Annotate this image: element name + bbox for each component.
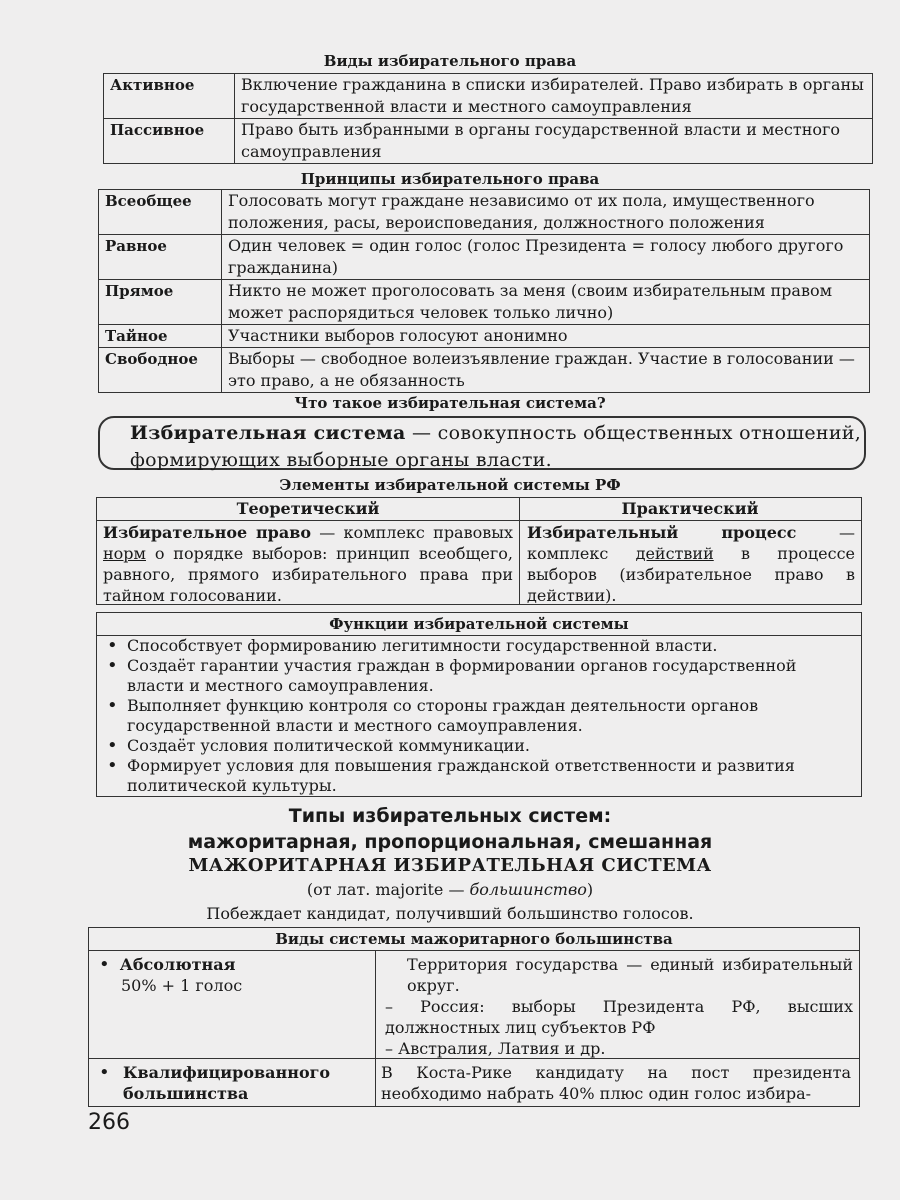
table-row: [99, 325, 870, 348]
types-title: Виды избирательного права: [323, 52, 577, 70]
left-text: — комплекс правовых: [311, 523, 514, 542]
qualified-term: Квалифицированного большинства: [123, 1063, 331, 1103]
qualified-desc: В Коста-Рике кандидату на пост президента необходимо набрать 40% плюс один голос избира-: [381, 1063, 851, 1103]
elements-title: Элементы избирательной системы РФ: [279, 476, 621, 494]
norms-link: норм: [103, 544, 146, 563]
table-row: [99, 235, 870, 280]
functions-box: [96, 612, 862, 797]
majority-title: МАЖОРИТАРНАЯ ИЗБИРАТЕЛЬНАЯ СИСТЕМА: [188, 855, 712, 876]
right-text: — комплекс: [527, 523, 855, 563]
right-text: в процессе выборов (избирательное право в действии).: [527, 544, 855, 605]
list-item: • Способствует формированию легитимности государственной власти.: [105, 636, 855, 656]
definition-cell: Включение гражданина в списки избирателей. Право избирать в органы государственной власти и местного самоуправления: [235, 74, 873, 119]
definition-cell: Выборы — свободное волеизъявление граждан. Участие в голосовании — это право, а не обязанность: [222, 348, 870, 393]
origin-italic: большинство: [469, 880, 587, 899]
absolute-cell: [99, 954, 369, 996]
table-row: [99, 280, 870, 325]
definition-box: [98, 416, 866, 470]
origin-text: ): [586, 880, 594, 899]
term-cell: Всеобщее: [99, 190, 222, 235]
principles-title: Принципы избирательного права: [300, 170, 600, 188]
absolute-sub: 50% + 1 голос: [121, 976, 243, 995]
left-text: о порядке выборов: принцип всеобщего, равного, прямого избирательного права при тайном голосовании.: [103, 544, 513, 605]
table-row: [99, 190, 870, 235]
table-row: [99, 348, 870, 393]
definition-term: Избирательная система: [130, 422, 406, 444]
column-divider: [375, 950, 376, 1106]
majority-rule: Побеждает кандидат, получивший большинство голосов.: [206, 904, 694, 923]
bullet: •: [99, 954, 110, 975]
desc-line: Территория государства — единый избирательный округ.: [407, 955, 853, 995]
qualified-cell: [99, 1062, 369, 1104]
definition-cell: Право быть избранными в органы государственной власти и местного самоуправления: [235, 119, 873, 164]
principles-table: [98, 189, 870, 393]
majority-table-title: Виды системы мажоритарного большинства: [89, 928, 859, 951]
functions-title: Функции избирательной системы: [97, 613, 861, 636]
term-cell: Тайное: [99, 325, 222, 348]
absolute-term: Абсолютная: [119, 955, 236, 974]
term-cell: Свободное: [99, 348, 222, 393]
list-item: • Создаёт условия политической коммуникации.: [105, 736, 855, 756]
term-cell: Активное: [104, 74, 235, 119]
left-column: [97, 522, 519, 606]
functions-list: [97, 636, 861, 796]
list-item: • Создаёт гарантии участия граждан в формировании органов государственной власти и местного самоуправления.: [105, 656, 855, 696]
right-term: Избирательный процесс: [527, 523, 797, 542]
definition-cell: Участники выборов голосуют анонимно: [222, 325, 870, 348]
list-item: • Формирует условия для повышения гражданской ответственности и развития политической культуры.: [105, 756, 855, 796]
term-cell: Пассивное: [104, 119, 235, 164]
table-row: [104, 119, 873, 164]
elements-table: [96, 497, 862, 605]
origin-text: (от лат. majorite —: [306, 880, 470, 899]
desc-line: – Россия: выборы Президента РФ, высших должностных лиц субъектов РФ: [385, 997, 853, 1037]
types-systems-list: мажоритарная, пропорциональная, смешанная: [187, 831, 713, 853]
list-item: • Выполняет функцию контроля со стороны граждан деятельности органов государственной власти и местного самоуправления.: [105, 696, 855, 736]
definition-cell: Никто не может проголосовать за меня (своим избирательным правом может распорядиться человек только лично): [222, 280, 870, 325]
majority-table: [88, 927, 860, 1107]
definition-cell: Один человек = один голос (голос Президента = голосу любого другого гражданина): [222, 235, 870, 280]
absolute-desc: [385, 954, 853, 1059]
system-question: Что такое избирательная система?: [294, 394, 606, 412]
column-divider: [519, 498, 520, 604]
right-column: [521, 522, 861, 606]
right-header: Практический: [519, 498, 861, 521]
types-systems-title: Типы избирательных систем:: [288, 805, 612, 827]
table-row: [104, 74, 873, 119]
types-table: [103, 73, 873, 164]
definition-cell: Голосовать могут граждане независимо от их пола, имущественного положения, расы, вероисповедания, должностного положения: [222, 190, 870, 235]
term-cell: Прямое: [99, 280, 222, 325]
majority-origin: [0, 880, 900, 899]
desc-line: – Австралия, Латвия и др.: [385, 1039, 606, 1058]
left-header: Теоретический: [97, 498, 519, 521]
definition-text: — совокупность общественных отношений, формирующих выборные органы власти.: [130, 422, 862, 471]
left-term: Избирательное право: [103, 523, 312, 542]
actions-link: действий: [635, 544, 714, 563]
page-number: 266: [88, 1110, 130, 1135]
bullet: •: [99, 1062, 110, 1083]
term-cell: Равное: [99, 235, 222, 280]
